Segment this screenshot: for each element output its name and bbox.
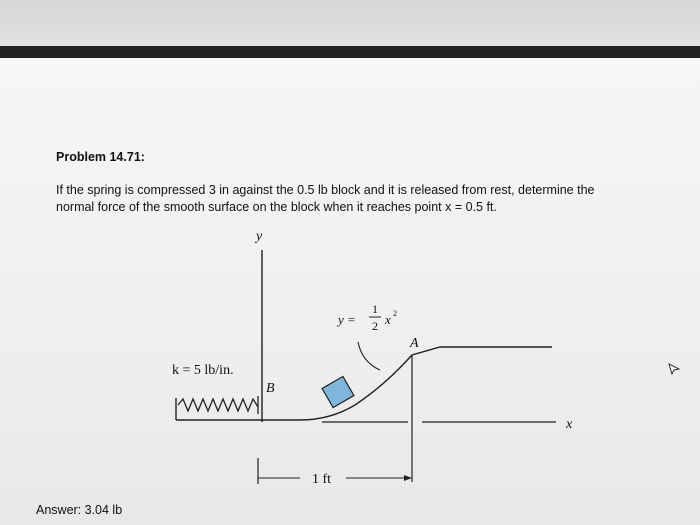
curve-equation-y: y = [338,312,356,327]
equation-leader [358,342,380,370]
mouse-cursor-icon [667,362,681,376]
problem-title: Problem 14.71: [56,150,145,164]
spring [178,399,258,411]
dimension-label: 1 ft [312,472,332,487]
curve-equation-exponent: 2 [393,309,397,318]
curve-equation-numerator: 1 [372,302,378,316]
curve-equation-x: x [385,312,391,327]
problem-text-line-1: If the spring is compressed 3 in against the 0.5 lb block and it is released from rest, determine the [56,183,595,197]
point-a-label: A [410,336,419,351]
x-axis-label: x [566,417,573,432]
dimension-arrow-right [404,475,412,481]
parabolic-surface [262,347,552,420]
problem-text-line-2: normal force of the smooth surface on the block when it reaches point x = 0.5 ft. [56,200,497,214]
block [322,376,354,407]
curve-equation-denominator: 2 [372,319,378,333]
point-b-label: B [266,381,275,396]
answer-text: Answer: 3.04 lb [36,503,123,517]
y-axis-label: y [256,229,263,244]
spring-constant-label: k = 5 lb/in. [172,363,234,378]
